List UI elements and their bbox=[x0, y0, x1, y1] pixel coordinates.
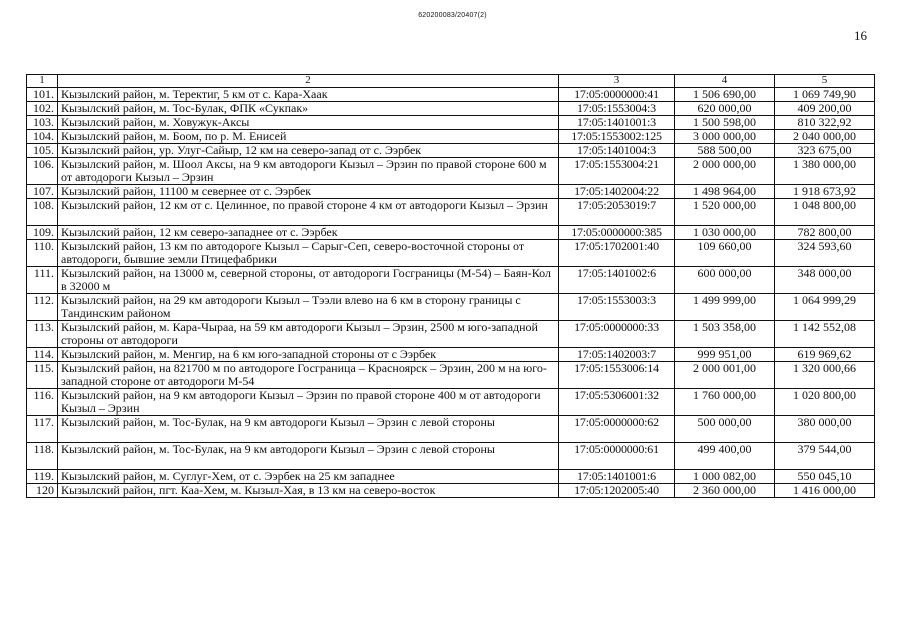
row-cadastral-number: 17:05:1401004:3 bbox=[559, 144, 675, 158]
table-row bbox=[27, 130, 875, 144]
row-cadastral-number: 17:05:1553002:125 bbox=[559, 130, 675, 144]
row-value-5: 619 969,62 bbox=[775, 348, 875, 362]
row-description: Кызылский район, пгт. Каа-Хем, м. Кызыл-Хая, в 13 км на северо-восток bbox=[58, 484, 559, 498]
row-number: 109. bbox=[27, 226, 58, 240]
row-description: Кызылский район, на 9 км автодороги Кызыл – Эрзин по правой стороне 400 м от автодороги Кызыл – Эрзин bbox=[58, 389, 559, 416]
table-row bbox=[27, 348, 875, 362]
row-description: Кызылский район, м. Тос-Булак, на 9 км автодороги Кызыл – Эрзин с левой стороны bbox=[58, 443, 559, 470]
column-header-description: 2 bbox=[58, 75, 559, 88]
row-value-5: 1 320 000,66 bbox=[775, 362, 875, 389]
row-cadastral-number: 17:05:1401001:3 bbox=[559, 116, 675, 130]
row-value-5: 1 069 749,90 bbox=[775, 88, 875, 102]
row-description: Кызылский район, 13 км по автодороге Кызыл – Сарыг-Сеп, северо-восточной стороны от автодороги, бывшие земли Птицефабрики bbox=[58, 240, 559, 267]
row-number: 110. bbox=[27, 240, 58, 267]
table-row bbox=[27, 185, 875, 199]
row-description: Кызылский район, м. Ховужук-Аксы bbox=[58, 116, 559, 130]
row-description: Кызылский район, на 821700 м по автодороге Госграница – Красноярск – Эрзин, 200 м на юго-западной стороне от автодороги М-54 bbox=[58, 362, 559, 389]
table-row bbox=[27, 484, 875, 498]
document-code: 620200083/20407(2) bbox=[418, 12, 487, 19]
row-value-4: 1 500 598,00 bbox=[675, 116, 775, 130]
row-value-5: 550 045,10 bbox=[775, 470, 875, 484]
row-value-4: 2 000 001,00 bbox=[675, 362, 775, 389]
row-description: Кызылский район, 11100 м севернее от с. Ээрбек bbox=[58, 185, 559, 199]
row-number: 120 bbox=[27, 484, 58, 498]
table-row bbox=[27, 321, 875, 348]
row-value-4: 1 760 000,00 bbox=[675, 389, 775, 416]
row-number: 111. bbox=[27, 267, 58, 294]
row-number: 117. bbox=[27, 416, 58, 443]
row-cadastral-number: 17:05:1702001:40 bbox=[559, 240, 675, 267]
row-value-5: 379 544,00 bbox=[775, 443, 875, 470]
row-value-4: 588 500,00 bbox=[675, 144, 775, 158]
row-cadastral-number: 17:05:0000000:385 bbox=[559, 226, 675, 240]
table-row bbox=[27, 116, 875, 130]
table-row bbox=[27, 294, 875, 321]
row-cadastral-number: 17:05:1401002:6 bbox=[559, 267, 675, 294]
land-plots-table bbox=[26, 74, 875, 498]
table-row bbox=[27, 226, 875, 240]
row-number: 105. bbox=[27, 144, 58, 158]
column-header-number: 1 bbox=[27, 75, 58, 88]
table-row bbox=[27, 88, 875, 102]
row-description: Кызылский район, м. Теректиг, 5 км от с. Кара-Хаак bbox=[58, 88, 559, 102]
row-number: 116. bbox=[27, 389, 58, 416]
table-header-row bbox=[27, 75, 875, 88]
row-value-4: 1 506 690,00 bbox=[675, 88, 775, 102]
row-number: 115. bbox=[27, 362, 58, 389]
row-cadastral-number: 17:05:1553006:14 bbox=[559, 362, 675, 389]
page-number: 16 bbox=[854, 28, 867, 43]
row-value-4: 1 000 082,00 bbox=[675, 470, 775, 484]
row-value-4: 109 660,00 bbox=[675, 240, 775, 267]
row-number: 112. bbox=[27, 294, 58, 321]
row-number: 119. bbox=[27, 470, 58, 484]
row-number: 118. bbox=[27, 443, 58, 470]
row-value-5: 324 593,60 bbox=[775, 240, 875, 267]
row-cadastral-number: 17:05:5306001:32 bbox=[559, 389, 675, 416]
row-cadastral-number: 17:05:1402003:7 bbox=[559, 348, 675, 362]
row-cadastral-number: 17:05:1402004:22 bbox=[559, 185, 675, 199]
row-description: Кызылский район, на 29 км автодороги Кызыл – Тээли влево на 6 км в сторону границы с Тандинским районом bbox=[58, 294, 559, 321]
row-value-4: 500 000,00 bbox=[675, 416, 775, 443]
row-description: Кызылский район, м. Суглуг-Хем, от с. Ээрбек на 25 км западнее bbox=[58, 470, 559, 484]
row-value-4: 999 951,00 bbox=[675, 348, 775, 362]
row-number: 102. bbox=[27, 102, 58, 116]
row-value-5: 1 064 999,29 bbox=[775, 294, 875, 321]
row-value-5: 323 675,00 bbox=[775, 144, 875, 158]
row-value-5: 810 322,92 bbox=[775, 116, 875, 130]
row-value-5: 2 040 000,00 bbox=[775, 130, 875, 144]
row-cadastral-number: 17:05:1553003:3 bbox=[559, 294, 675, 321]
row-value-5: 348 000,00 bbox=[775, 267, 875, 294]
row-value-5: 1 020 800,00 bbox=[775, 389, 875, 416]
row-number: 106. bbox=[27, 158, 58, 185]
row-number: 113. bbox=[27, 321, 58, 348]
table-row bbox=[27, 144, 875, 158]
row-value-5: 409 200,00 bbox=[775, 102, 875, 116]
row-description: Кызылский район, м. Кара-Чыраа, на 59 км автодороги Кызыл – Эрзин, 2500 м юго-западной стороны от автодороги bbox=[58, 321, 559, 348]
row-cadastral-number: 17:05:1202005:40 bbox=[559, 484, 675, 498]
row-value-4: 2 360 000,00 bbox=[675, 484, 775, 498]
row-description: Кызылский район, м. Шоол Аксы, на 9 км автодороги Кызыл – Эрзин по правой стороне 600 м от автодороги Кызыл – Эрзин bbox=[58, 158, 559, 185]
column-header-value-5: 5 bbox=[775, 75, 875, 88]
row-value-4: 1 498 964,00 bbox=[675, 185, 775, 199]
row-number: 107. bbox=[27, 185, 58, 199]
row-number: 103. bbox=[27, 116, 58, 130]
row-value-5: 1 416 000,00 bbox=[775, 484, 875, 498]
row-value-4: 3 000 000,00 bbox=[675, 130, 775, 144]
row-value-5: 1 918 673,92 bbox=[775, 185, 875, 199]
row-description: Кызылский район, на 13000 м, северной стороны, от автодороги Госграницы (М-54) – Баян-Кол в 32000 м bbox=[58, 267, 559, 294]
row-value-4: 1 499 999,00 bbox=[675, 294, 775, 321]
row-cadastral-number: 17:05:1553004:21 bbox=[559, 158, 675, 185]
table-row bbox=[27, 362, 875, 389]
table-row bbox=[27, 443, 875, 470]
column-header-cadastral-number: 3 bbox=[559, 75, 675, 88]
row-cadastral-number: 17:05:0000000:62 bbox=[559, 416, 675, 443]
row-cadastral-number: 17:05:1401001:6 bbox=[559, 470, 675, 484]
row-value-4: 1 520 000,00 bbox=[675, 199, 775, 226]
row-value-4: 2 000 000,00 bbox=[675, 158, 775, 185]
row-description: Кызылский район, ур. Улуг-Сайыр, 12 км на северо-запад от с. Ээрбек bbox=[58, 144, 559, 158]
row-value-4: 1 503 358,00 bbox=[675, 321, 775, 348]
row-value-5: 380 000,00 bbox=[775, 416, 875, 443]
row-value-5: 1 048 800,00 bbox=[775, 199, 875, 226]
row-value-5: 782 800,00 bbox=[775, 226, 875, 240]
row-value-4: 499 400,00 bbox=[675, 443, 775, 470]
table-row bbox=[27, 158, 875, 185]
row-number: 114. bbox=[27, 348, 58, 362]
row-cadastral-number: 17:05:0000000:33 bbox=[559, 321, 675, 348]
row-value-4: 600 000,00 bbox=[675, 267, 775, 294]
table-row bbox=[27, 267, 875, 294]
table-row bbox=[27, 240, 875, 267]
table-row bbox=[27, 470, 875, 484]
row-value-4: 620 000,00 bbox=[675, 102, 775, 116]
row-cadastral-number: 17:05:2053019:7 bbox=[559, 199, 675, 226]
row-value-5: 1 142 552,08 bbox=[775, 321, 875, 348]
row-description: Кызылский район, 12 км северо-западнее от с. Ээрбек bbox=[58, 226, 559, 240]
row-value-4: 1 030 000,00 bbox=[675, 226, 775, 240]
row-cadastral-number: 17:05:0000000:41 bbox=[559, 88, 675, 102]
row-description: Кызылский район, м. Тос-Булак, на 9 км автодороги Кызыл – Эрзин с левой стороны bbox=[58, 416, 559, 443]
row-description: Кызылский район, м. Боом, по р. М. Енисей bbox=[58, 130, 559, 144]
row-cadastral-number: 17:05:0000000:61 bbox=[559, 443, 675, 470]
table-row bbox=[27, 416, 875, 443]
row-cadastral-number: 17:05:1553004:3 bbox=[559, 102, 675, 116]
column-header-value-4: 4 bbox=[675, 75, 775, 88]
row-description: Кызылский район, м. Тос-Булак, ФПК «Сукпак» bbox=[58, 102, 559, 116]
table-row bbox=[27, 389, 875, 416]
table-row bbox=[27, 199, 875, 226]
row-number: 104. bbox=[27, 130, 58, 144]
row-description: Кызылский район, 12 км от с. Целинное, по правой стороне 4 км от автодороги Кызыл – Эрзин bbox=[58, 199, 559, 226]
table-row bbox=[27, 102, 875, 116]
row-number: 101. bbox=[27, 88, 58, 102]
row-number: 108. bbox=[27, 199, 58, 226]
row-description: Кызылский район, м. Менгир, на 6 км юго-западной стороны от с Ээрбек bbox=[58, 348, 559, 362]
row-value-5: 1 380 000,00 bbox=[775, 158, 875, 185]
